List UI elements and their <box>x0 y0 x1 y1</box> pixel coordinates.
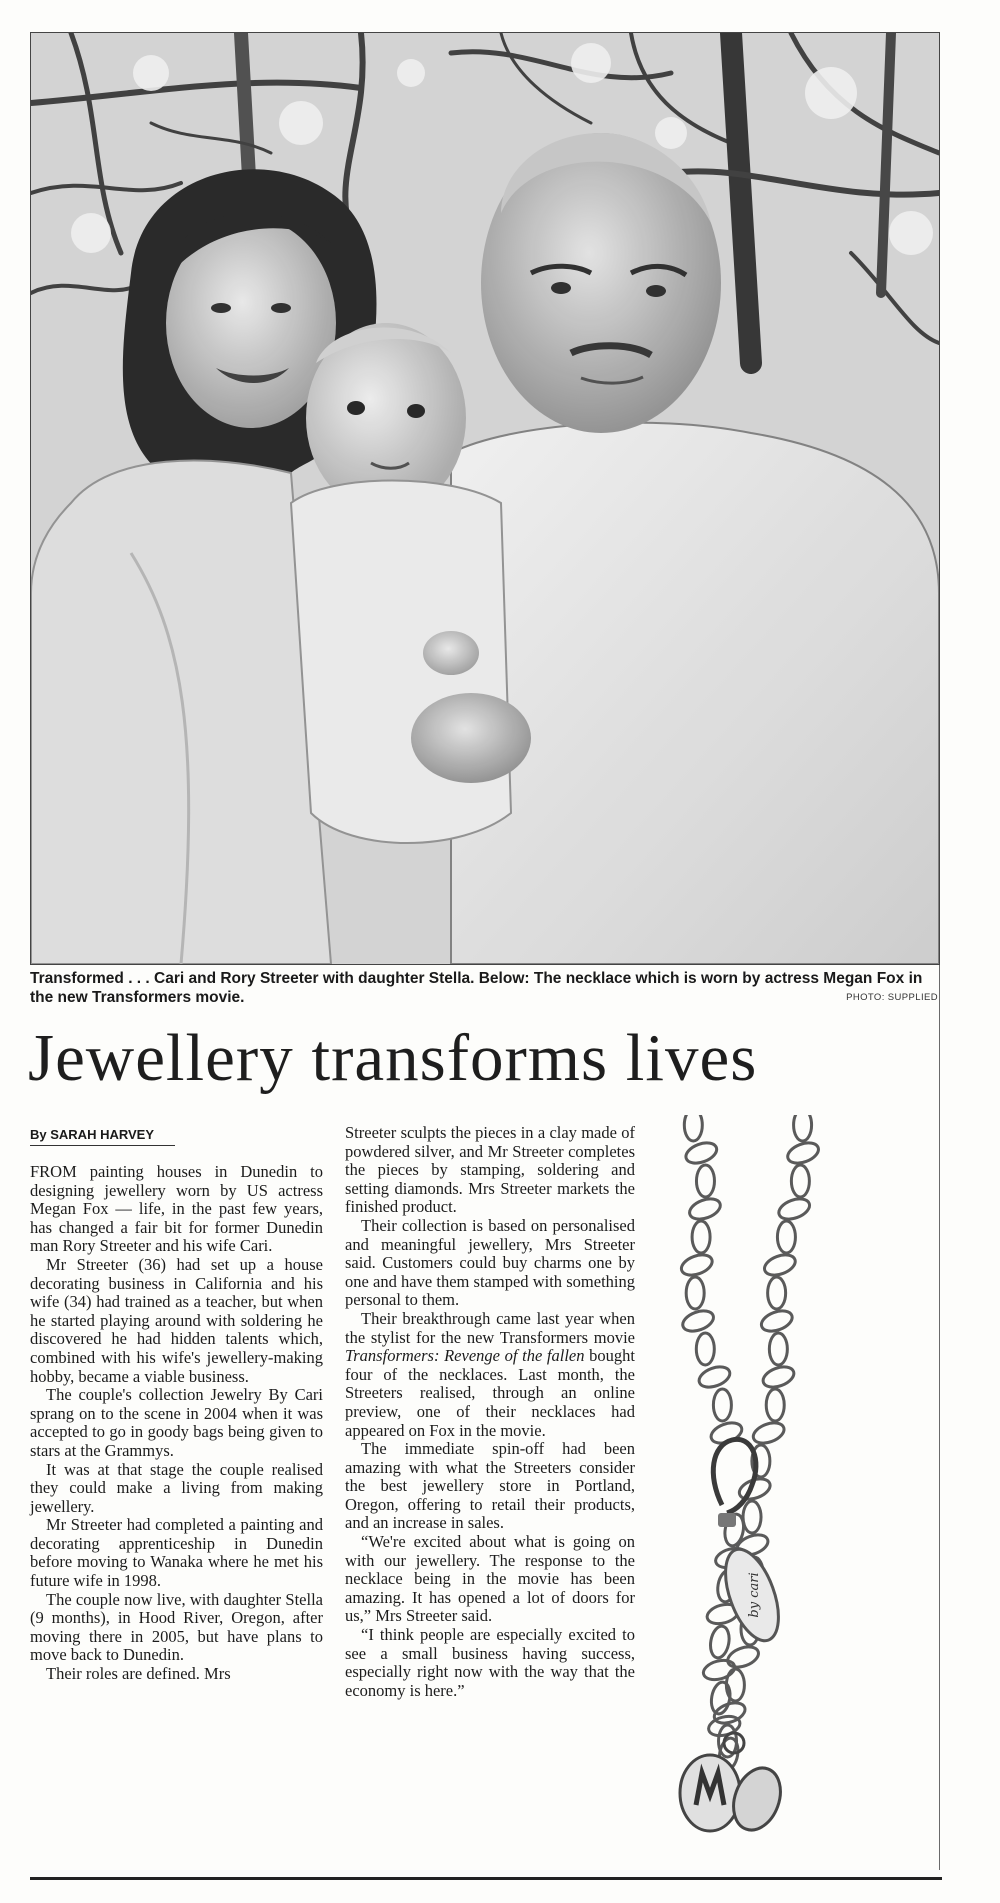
paragraph: “I think people are especially excited to see a small business having success, especially right now with the way that the economy is here.” <box>345 1625 635 1700</box>
paragraph: Their roles are defined. Mrs <box>46 1664 231 1684</box>
article-column-2 <box>345 1124 635 1700</box>
page-bottom-rule <box>30 1877 942 1880</box>
svg-text:by cari: by cari <box>747 1572 762 1618</box>
paragraph: “We're excited about what is going on with our jewellery. The response to the necklace being in the movie has been amazing. It has opened a lot of doors for us,” Mrs Streeter said. <box>345 1532 635 1626</box>
paragraph: Their breakthrough came last year when the stylist for the new Transformers movie Transformers: Revenge of the fallen bought four of the necklaces. Last month, the Streeters realised, through an online preview, one of their necklaces had appeared on Fox in the movie. <box>345 1308 635 1440</box>
family-photo <box>30 32 940 965</box>
photo-caption <box>30 969 940 1007</box>
paragraph: FROM painting houses in Dunedin to designing jewellery worn by US actress Megan Fox — life, in the past few years, has changed a fair bit for former Dunedin man Rory Streeter and his wife Cari. <box>30 1162 323 1256</box>
necklace-photo <box>652 1115 937 1850</box>
byline: By SARAH HARVEY <box>30 1127 155 1142</box>
paragraph: Mr Streeter (36) had set up a house decorating business in California and his wife (34) had trained as a teacher, but when he started playing around with soldering he discovered he had hidden talents which, combined with his wife's jewellery-making hobby, became a viable business. <box>30 1254 323 1386</box>
paragraph: Mr Streeter had completed a painting and decorating apprenticeship in Dunedin before moving to Wanaka where he met his future wife in 1998. <box>30 1515 323 1591</box>
paragraph: It was at that stage the couple realised they could make a living from making jewellery. <box>30 1459 323 1516</box>
paragraph: The couple's collection Jewelry By Cari sprang on to the scene in 2004 when it was accepted to go in goody bags being given to stars at the Grammys. <box>30 1385 323 1460</box>
paragraph: Streeter sculpts the pieces in a clay made of powdered silver, and Mr Streeter completes the pieces by stamping, soldering and setting diamonds. Mrs Streeter markets the finished product. <box>345 1123 635 1217</box>
headline: Jewellery transforms lives <box>28 1021 758 1095</box>
article-column-1 <box>30 1163 323 1684</box>
byline-rule <box>30 1145 175 1146</box>
photo-credit: PHOTO: SUPPLIED <box>846 992 938 1003</box>
paragraph: The couple now live, with daughter Stella (9 months), in Hood River, Oregon, after moving there in 2005, but have plans to move back to Dunedin. <box>30 1589 323 1665</box>
paragraph: The immediate spin-off had been amazing with what the Streeters consider the best jewellery store in Portland, Oregon, offering to retail their products, and an increase in sales. <box>345 1439 635 1533</box>
paragraph: Their collection is based on personalised and meaningful jewellery, Mrs Streeter said. Customers could buy charms one by one and have them stamped with something personal to them. <box>345 1215 635 1310</box>
caption-text: Transformed . . . Cari and Rory Streeter with daughter Stella. Below: The necklace which is worn by actress Megan Fox in the new Transformers movie. <box>30 970 923 1006</box>
